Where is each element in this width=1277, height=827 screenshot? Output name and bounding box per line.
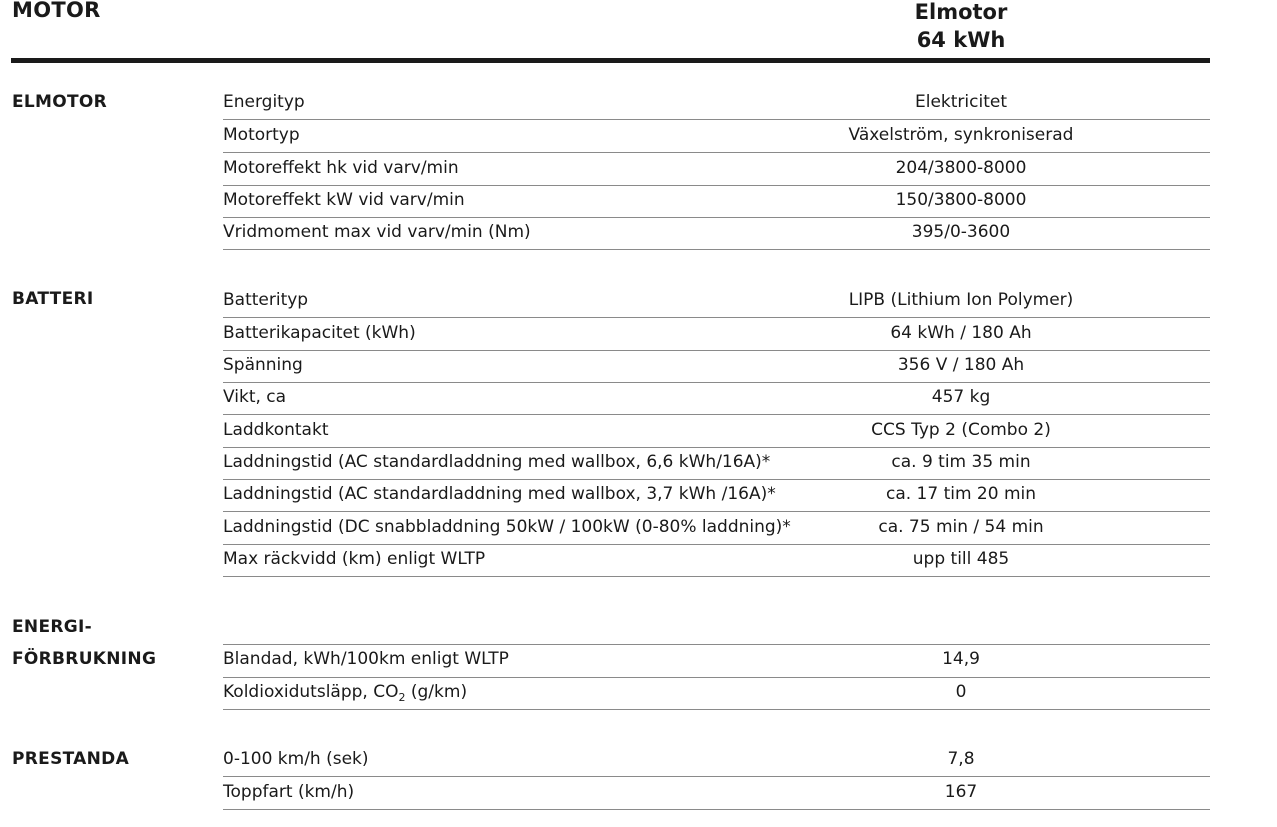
table-row (223, 513, 1210, 545)
section-label-prestanda: PRESTANDA (12, 749, 130, 769)
table-row (223, 88, 1210, 120)
table-row (223, 745, 1210, 777)
row-label: Motoreffekt hk vid varv/min (223, 158, 459, 178)
row-value: 167 (944, 782, 978, 802)
row-value: Växelström, synkroniserad (848, 125, 1074, 145)
section-label-elmotor: ELMOTOR (12, 92, 108, 112)
column-header-line2: 64 kWh (916, 28, 1006, 52)
row-value: upp till 485 (912, 549, 1010, 569)
row-label: Batterikapacitet (kWh) (223, 323, 416, 343)
table-row (223, 383, 1210, 415)
row-label: Motoreffekt kW vid varv/min (223, 190, 465, 210)
row-value: 14,9 (942, 649, 980, 669)
section-label-line1: ENERGI- (12, 617, 92, 637)
row-value: ca. 75 min / 54 min (878, 517, 1044, 537)
table-row (223, 286, 1210, 318)
row-label-text: Koldioxidutsläpp, CO (223, 682, 399, 702)
header-divider (11, 58, 1210, 63)
row-value: 64 kWh / 180 Ah (890, 323, 1032, 343)
table-row (223, 545, 1210, 577)
row-label: Batterityp (223, 290, 309, 310)
row-value: Elektricitet (914, 92, 1007, 112)
row-value: LIPB (Lithium Ion Polymer) (848, 290, 1074, 310)
row-label: Motortyp (223, 125, 300, 145)
row-label: Max räckvidd (km) enligt WLTP (223, 549, 486, 569)
row-value: ca. 9 tim 35 min (891, 452, 1031, 472)
table-row (223, 319, 1210, 351)
row-label: Energityp (223, 92, 305, 112)
subscript: 2 (398, 691, 406, 704)
row-label: 0-100 km/h (sek) (223, 749, 369, 769)
table-row (223, 154, 1210, 186)
row-value: 150/3800-8000 (895, 190, 1027, 210)
row-value: 7,8 (947, 749, 975, 769)
table-header-title: MOTOR (12, 0, 101, 22)
section-label-batteri: BATTERI (12, 289, 94, 309)
row-label: Blandad, kWh/100km enligt WLTP (223, 649, 509, 669)
row-label: Toppfart (km/h) (223, 782, 355, 802)
row-label: Laddkontakt (223, 420, 329, 440)
row-label: Laddningstid (AC standardladdning med wallbox, 3,7 kWh /16A)* (223, 484, 776, 504)
row-value: 204/3800-8000 (895, 158, 1027, 178)
table-row (223, 416, 1210, 448)
row-value: ca. 17 tim 20 min (885, 484, 1037, 504)
table-row (223, 121, 1210, 153)
row-label-suffix: (g/km) (405, 682, 468, 702)
table-row (223, 186, 1210, 218)
column-header (861, 0, 1061, 54)
table-row (223, 678, 1210, 710)
table-row (223, 218, 1210, 250)
row-value: 457 kg (931, 387, 991, 407)
row-value: CCS Typ 2 (Combo 2) (871, 420, 1051, 440)
row-label: Laddningstid (AC standardladdning med wallbox, 6,6 kWh/16A)* (223, 452, 771, 472)
row-label: Laddningstid (DC snabbladdning 50kW / 100kW (0-80% laddning)* (223, 517, 791, 537)
table-row (223, 351, 1210, 383)
row-label: Spänning (223, 355, 303, 375)
row-value: 0 (955, 682, 967, 702)
row-label: Vridmoment max vid varv/min (Nm) (223, 222, 531, 242)
section-label-energi (12, 617, 156, 669)
section-label-line2: FÖRBRUKNING (12, 649, 157, 669)
row-value: 395/0-3600 (911, 222, 1011, 242)
table-row (223, 448, 1210, 480)
column-header-line1: Elmotor (914, 0, 1008, 24)
table-row (223, 480, 1210, 512)
table-row (223, 778, 1210, 810)
row-label: Vikt, ca (223, 387, 287, 407)
row-label (223, 682, 467, 702)
row-value: 356 V / 180 Ah (897, 355, 1025, 375)
table-row (223, 644, 1210, 678)
